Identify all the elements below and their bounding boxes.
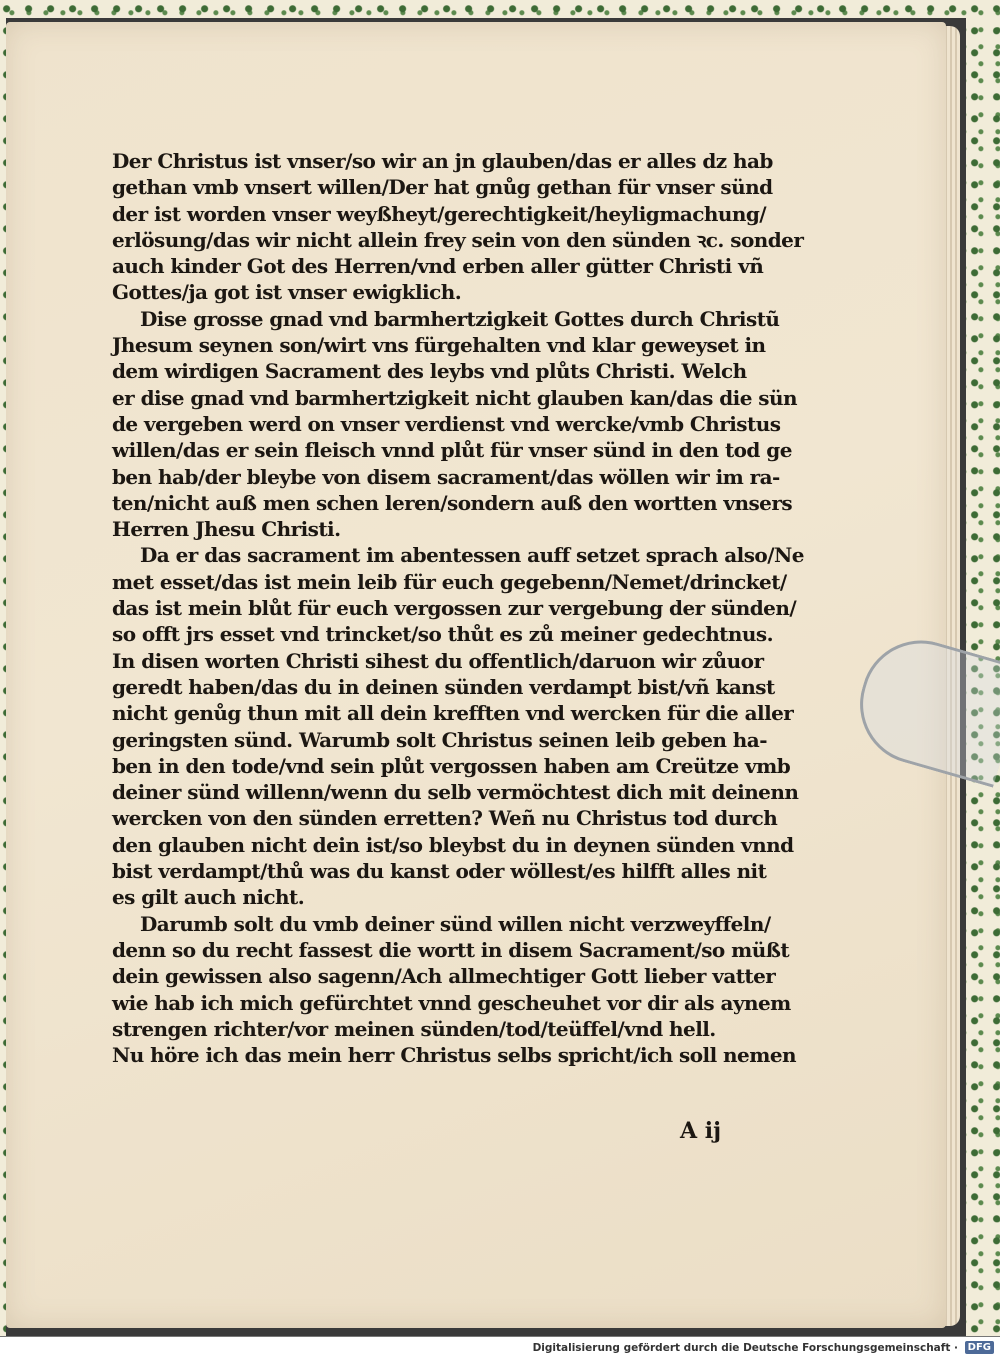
text-line: In disen worten Christi sihest du offentlich/daruon wir zůuor xyxy=(112,648,764,673)
text-line: wie hab ich mich gefürchtet vnnd gescheuhet vor dir als aynem xyxy=(112,990,791,1015)
text-line: denn so du recht fassest die wortt in disem Sacrament/so müßt xyxy=(112,937,790,962)
text-line: auch kinder Got des Herren/vnd erben aller gütter Christi vñ xyxy=(112,254,764,279)
text-line: Darumb solt du vmb deiner sünd willen nicht verzweyffeln/ xyxy=(140,911,771,936)
text-line: strengen richter/vor meinen sünden/tod/teüffel/vnd hell. xyxy=(112,1016,716,1041)
text-line: dein gewissen also sagenn/Ach allmechtiger Gott lieber vatter xyxy=(112,964,776,989)
text-line: so offt jrs esset vnd trincket/so thůt es zů meiner gedechtnus. xyxy=(112,622,773,647)
text-line: nicht genůg thun mit all dein krefften vnd wercken für die aller xyxy=(112,701,794,726)
text-line: ben in den tode/vnd sein plůt vergossen haben am Creütze vmb xyxy=(112,753,791,778)
text-line: Herren Jhesu Christi. xyxy=(112,517,341,542)
text-line: geringsten sünd. Warumb solt Christus seinen leib geben ha- xyxy=(112,727,767,752)
text-line: met esset/das ist mein leib für euch gegebenn/Nemet/drincket/ xyxy=(112,569,787,594)
text-line: der ist worden vnser weyßheyt/gerechtigkeit/heyligmachung/ xyxy=(112,201,767,226)
text-line: den glauben nicht dein ist/so bleybst du in deynen sünden vnnd xyxy=(112,832,794,857)
text-line: erlösung/das wir nicht allein frey sein von den sünden ꝛc. sonder xyxy=(112,227,804,252)
text-line: es gilt auch nicht. xyxy=(112,885,305,910)
text-line: Dise grosse gnad vnd barmhertzigkeit Gottes durch Christũ xyxy=(140,306,780,331)
signature-mark: A ij xyxy=(680,1118,722,1144)
dfg-logo: DFG xyxy=(965,1341,994,1354)
body-text xyxy=(112,148,802,1068)
funding-credit: Digitalisierung gefördert durch die Deutsche Forschungsgemeinschaft · xyxy=(532,1342,958,1354)
text-line: Jhesum seynen son/wirt vns fürgehalten vnd klar geweyset in xyxy=(112,333,766,358)
text-line: Gottes/ja got ist vnser ewigklich. xyxy=(112,280,462,305)
text-line: ten/nicht auß men schen leren/sondern auß den wortten vnsers xyxy=(112,490,793,515)
text-line: Da er das sacrament im abentessen auff setzet sprach also/Ne xyxy=(140,543,804,568)
footer-bar xyxy=(0,1336,1000,1360)
text-line: deiner sünd willenn/wenn du selb vermöchtest dich mit deinenn xyxy=(112,780,799,805)
text-line: geredt haben/das du in deinen sünden verdampt bist/vñ kanst xyxy=(112,674,775,699)
text-line: de vergeben werd on vnser verdienst vnd wercke/vmb Christus xyxy=(112,411,781,436)
text-line: willen/das er sein fleisch vnnd plůt für vnser sünd in den tod ge xyxy=(112,438,792,463)
text-line: er dise gnad vnd barmhertzigkeit nicht glauben kan/das die sün xyxy=(112,385,797,410)
text-line: Der Christus ist vnser/so wir an jn glauben/das er alles dz hab xyxy=(112,149,773,173)
text-line: ben hab/der bleybe von disem sacrament/das wöllen wir im ra- xyxy=(112,464,780,489)
text-line: wercken von den sünden erretten? Weñ nu Christus tod durch xyxy=(112,806,778,831)
text-line: gethan vmb vnsert willen/Der hat gnůg gethan für vnser sünd xyxy=(112,175,773,200)
text-line: das ist mein blůt für euch vergossen zur vergebung der sünden/ xyxy=(112,596,797,621)
text-line: bist verdampt/thů was du kanst oder wöllest/es hilfft alles nit xyxy=(112,859,767,884)
text-line: dem wirdigen Sacrament des leybs vnd plůts Christi. Welch xyxy=(112,359,747,384)
text-line: Nu höre ich das mein herr Christus selbs spricht/ich soll nemen xyxy=(112,1043,796,1068)
